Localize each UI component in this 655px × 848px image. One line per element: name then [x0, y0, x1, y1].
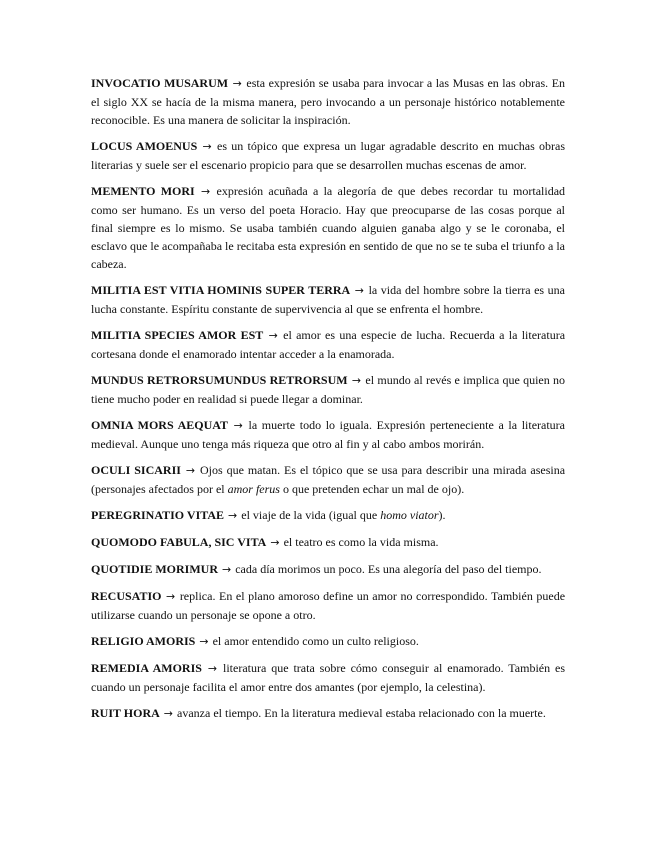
- glossary-entry: [91, 461, 565, 498]
- arrow-icon: →: [351, 374, 362, 387]
- arrow-icon: →: [199, 635, 209, 648]
- arrow-icon: →: [166, 590, 176, 603]
- entry-definition: el mundo al revés e implica que quien no tiene mucho poder en realidad si puede llegar a dominar.: [91, 373, 566, 406]
- arrow-icon: →: [185, 464, 196, 477]
- arrow-icon: →: [228, 509, 238, 522]
- arrow-icon: →: [207, 662, 218, 675]
- entry-term: REMEDIA AMORIS: [91, 661, 202, 675]
- entry-definition: avanza el tiempo. En la literatura medieval estaba relacionado con la muerte.: [177, 706, 546, 720]
- entry-definition: el amor es una especie de lucha. Recuerda a la literatura cortesana donde el enamorado intentar acceder a la enamorada.: [91, 328, 566, 361]
- entry-definition: el teatro es como la vida misma.: [283, 535, 439, 549]
- entry-term: MILITIA SPECIES AMOR EST: [91, 328, 264, 342]
- entry-definition: literatura que trata sobre cómo conseguir al enamorado. También es cuando un personaje facilita el amor entre dos amantes (por ejemplo, la celestina).: [91, 661, 566, 694]
- entry-definition: es un tópico que expresa un lugar agradable descrito en muchas obras literarias y suele ser el escenario propicio para que se desarrollen muchas escenas de amor.: [91, 139, 566, 172]
- entry-definition: cada día morimos un poco. Es una alegoría del paso del tiempo.: [235, 562, 542, 576]
- entry-term: OMNIA MORS AEQUAT: [91, 418, 229, 432]
- entry-term: OCULI SICARII: [91, 463, 181, 477]
- entry-definition: replica. En el plano amoroso define un amor no correspondido. También puede utilizarse cuando un personaje se opone a otro.: [91, 589, 566, 622]
- entry-term: RUIT HORA: [91, 706, 160, 720]
- arrow-icon: →: [233, 419, 243, 432]
- glossary-entry: [91, 533, 565, 552]
- glossary-entry: [91, 587, 565, 624]
- entry-term: QUOMODO FABULA, SIC VITA: [91, 535, 267, 549]
- entry-italic-phrase: amor ferus: [227, 482, 280, 496]
- entry-italic-phrase: homo viator: [380, 508, 439, 522]
- glossary-entry: [91, 416, 565, 453]
- entry-definition: Ojos que matan. Es el tópico que se usa para describir una mirada asesina (personajes afectados por el: [91, 463, 566, 496]
- entry-term: MUNDUS RETRORSUMUNDUS RETRORSUM: [91, 373, 348, 387]
- arrow-icon: →: [202, 140, 212, 153]
- entry-definition: la vida del hombre sobre la tierra es una lucha constante. Espíritu constante de supervivencia al que se enfrenta el hombre.: [91, 283, 565, 316]
- entry-definition-tail: ).: [438, 508, 446, 522]
- glossary-entry: [91, 326, 565, 363]
- entry-term: RELIGIO AMORIS: [91, 634, 196, 648]
- arrow-icon: →: [270, 536, 280, 549]
- glossary-entry: [91, 659, 565, 696]
- arrow-icon: →: [354, 284, 365, 297]
- arrow-icon: →: [232, 77, 242, 90]
- glossary-entry: [91, 137, 565, 174]
- entry-definition: el viaje de la vida (igual que: [241, 508, 378, 522]
- entry-term: INVOCATIO MUSARUM: [91, 76, 229, 90]
- glossary-entry: [91, 371, 565, 408]
- entry-definition: expresión acuñada a la alegoría de que debes recordar tu mortalidad como ser humano. Es un verso del poeta Horacio. Hay que preocuparse de las cosas porque al final siempre es lo mismo. Se usaba también cuando alguien ganaba algo y se le coronaba, el esclavo que le acompañaba le recitaba esta expresión en sentido de que no se te suba el triunfo a la cabeza.: [91, 184, 566, 271]
- arrow-icon: →: [222, 563, 232, 576]
- glossary-entry: [91, 182, 565, 273]
- entry-definition: el amor entendido como un culto religioso.: [212, 634, 419, 648]
- glossary-entry: [91, 632, 565, 651]
- glossary-entry: [91, 560, 565, 579]
- entry-term: PEREGRINATIO VITAE: [91, 508, 225, 522]
- glossary-entry: [91, 281, 565, 318]
- document-page: [91, 74, 565, 731]
- entry-definition-tail: o que pretenden echar un mal de ojo).: [282, 482, 465, 496]
- entry-term: LOCUS AMOENUS: [91, 139, 198, 153]
- entry-definition: esta expresión se usaba para invocar a las Musas en las obras. En el siglo XX se hacía de la misma manera, pero invocando a un personaje histórico notablemente reconocible. Es una manera de solicitar la inspiración.: [91, 76, 566, 127]
- glossary-entry: [91, 506, 565, 525]
- entry-term: MILITIA EST VITIA HOMINIS SUPER TERRA: [91, 283, 351, 297]
- glossary-entry: [91, 74, 565, 129]
- arrow-icon: →: [201, 185, 211, 198]
- arrow-icon: →: [163, 707, 174, 720]
- arrow-icon: →: [268, 329, 278, 342]
- entry-term: MEMENTO MORI: [91, 184, 195, 198]
- glossary-entry: [91, 704, 565, 723]
- entry-term: RECUSATIO: [91, 589, 162, 603]
- entry-term: QUOTIDIE MORIMUR: [91, 562, 219, 576]
- entry-definition: la muerte todo lo iguala. Expresión perteneciente a la literatura medieval. Aunque uno tenga más riqueza que otro al fin y al cabo ambos morirán.: [91, 418, 565, 451]
